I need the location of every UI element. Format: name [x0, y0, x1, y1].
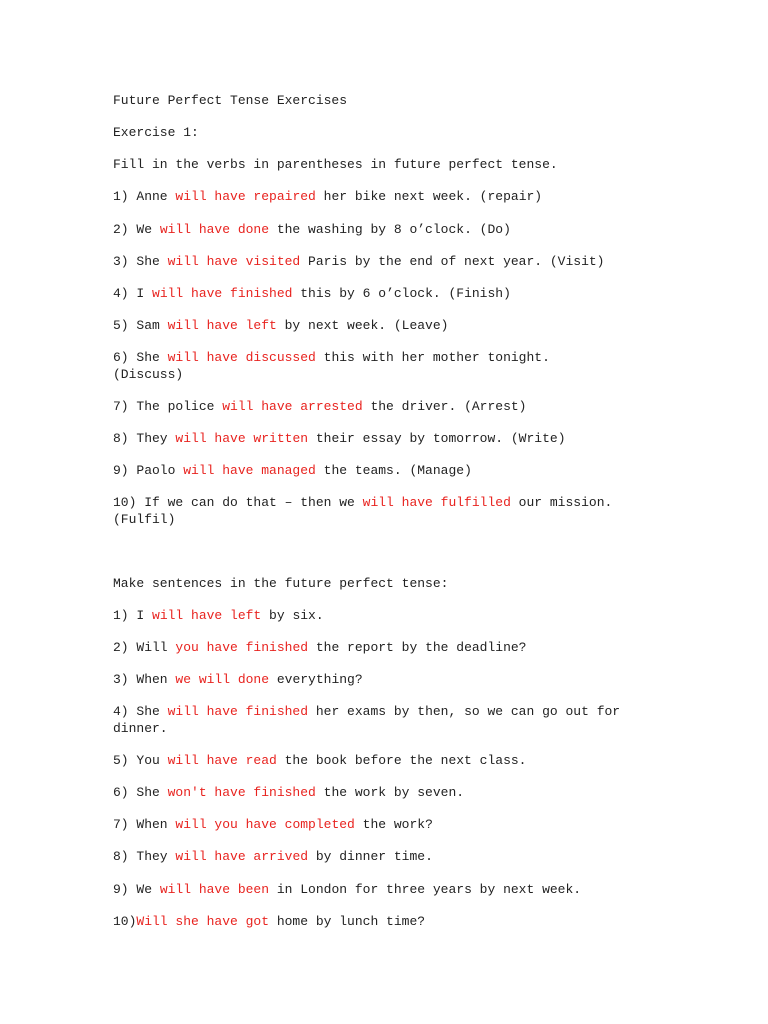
answer-text: will have repaired — [175, 189, 316, 204]
list-item: 9) Paolo will have managed the teams. (Manage) — [113, 463, 472, 478]
answer-text: will have done — [159, 222, 270, 237]
answer-text: will have finished — [167, 704, 309, 719]
list-item: 2) Will you have finished the report by the deadline? — [113, 640, 527, 655]
list-item: 7) The police will have arrested the driver. (Arrest) — [113, 399, 527, 414]
list-item: 9) We will have been in London for three years by next week. — [113, 882, 582, 897]
instruction-make-sentences: Make sentences in the future perfect tense: — [113, 576, 449, 591]
list-item-continuation: dinner. — [113, 721, 168, 736]
answer-text: will have managed — [183, 463, 316, 478]
answer-text: will have discussed — [167, 350, 316, 365]
exercise-heading: Exercise 1: — [113, 125, 199, 140]
list-item: 10) If we can do that – then we will have fulfilled our mission. — [113, 495, 613, 510]
document-title: Future Perfect Tense Exercises — [113, 93, 348, 108]
answer-text: will you have completed — [175, 817, 355, 832]
answer-text: will have finished — [152, 286, 293, 301]
answer-text: will have written — [175, 431, 309, 446]
list-item: 3) She will have visited Paris by the end of next year. (Visit) — [113, 254, 605, 269]
list-item: 7) When will you have completed the work? — [113, 817, 433, 832]
answer-text: you have finished — [175, 640, 309, 655]
answer-text: will have been — [159, 882, 270, 897]
list-item: 2) We will have done the washing by 8 o’clock. (Do) — [113, 222, 511, 237]
answer-text: will have visited — [167, 254, 301, 269]
answer-text: won't have finished — [167, 785, 316, 800]
list-item: 10)Will she have got home by lunch time? — [113, 914, 426, 929]
answer-text: Will she have got — [136, 914, 270, 929]
list-item-continuation: (Fulfil) — [113, 512, 176, 527]
list-item: 5) Sam will have left by next week. (Leave) — [113, 318, 449, 333]
list-item: 6) She will have discussed this with her mother tonight. — [113, 350, 550, 365]
list-item: 8) They will have arrived by dinner time. — [113, 849, 433, 864]
answer-text: we will done — [175, 672, 270, 687]
list-item: 4) She will have finished her exams by then, so we can go out for — [113, 704, 621, 719]
list-item: 4) I will have finished this by 6 o’clock. (Finish) — [113, 286, 511, 301]
list-item-continuation: (Discuss) — [113, 367, 184, 382]
answer-text: will have fulfilled — [362, 495, 511, 510]
answer-text: will have read — [167, 753, 277, 768]
list-item: 8) They will have written their essay by tomorrow. (Write) — [113, 431, 566, 446]
answer-text: will have left — [167, 318, 277, 333]
answer-text: will have arrived — [175, 849, 309, 864]
instruction-fill-in: Fill in the verbs in parentheses in future perfect tense. — [113, 157, 558, 172]
list-item: 5) You will have read the book before the next class. — [113, 753, 527, 768]
list-item: 1) Anne will have repaired her bike next week. (repair) — [113, 189, 543, 204]
answer-text: will have left — [152, 608, 262, 623]
list-item: 1) I will have left by six. — [113, 608, 324, 623]
list-item: 6) She won't have finished the work by seven. — [113, 785, 465, 800]
answer-text: will have arrested — [222, 399, 363, 414]
list-item: 3) When we will done everything? — [113, 672, 363, 687]
